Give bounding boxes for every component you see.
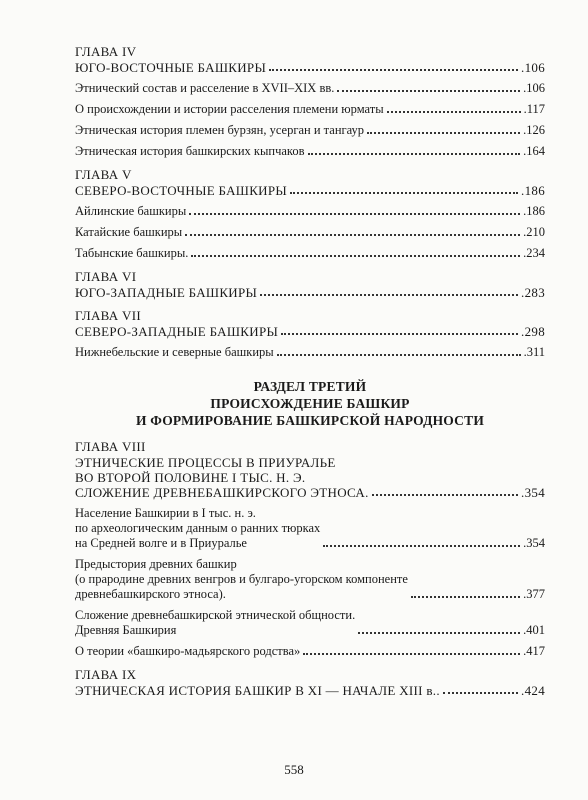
chapter-title-entry xyxy=(75,285,545,300)
chapter-label: ГЛАВА VIII xyxy=(75,439,146,454)
toc-entry-page: .401 xyxy=(523,623,545,637)
toc-entry xyxy=(75,225,545,240)
toc-entry xyxy=(75,102,545,117)
dot-leader xyxy=(387,111,521,113)
toc-entry-page: .210 xyxy=(523,225,545,239)
toc-entry-page: .164 xyxy=(523,144,545,158)
chapter-title-entry xyxy=(75,183,545,198)
chapter-title-entry-title: ЭТНИЧЕСКАЯ ИСТОРИЯ БАШКИР В XI — НАЧАЛЕ XIII в.. xyxy=(75,683,440,698)
chapter-title-entry-page: .354 xyxy=(521,485,545,500)
toc-entry-title: Этническая история башкирских кыпчаков xyxy=(75,144,305,158)
chapter-title-entry-page: .283 xyxy=(521,285,545,300)
toc-entry-page: .311 xyxy=(523,345,545,359)
dot-leader xyxy=(372,494,518,496)
chapter-title-entry-page: .424 xyxy=(521,683,545,698)
toc-entry-title: Этнический состав и расселение в XVII–XIX вв. xyxy=(75,81,335,95)
dot-leader xyxy=(411,596,520,598)
dot-leader xyxy=(277,354,521,356)
toc-entry-page: .117 xyxy=(523,102,545,116)
toc-entry-title: Этническая история племен бурзян, усерган и тангаур xyxy=(75,123,365,137)
chapter-label: ГЛАВА V xyxy=(75,167,132,182)
dot-leader xyxy=(260,294,518,296)
chapter-label: ГЛАВА VII xyxy=(75,308,141,323)
dot-leader xyxy=(290,192,518,194)
toc-entry-title: Сложение древнебашкирской этнической общности. Древняя Башкирия xyxy=(75,608,356,637)
chapter-block xyxy=(75,269,545,300)
dot-leader xyxy=(191,255,520,257)
toc-entry-page: .126 xyxy=(523,123,545,137)
toc-entry xyxy=(75,81,545,96)
toc-entry-title: О теории «башкиро-мадьярского родства» xyxy=(75,644,301,658)
chapter-title-entry xyxy=(75,324,545,339)
chapter-block xyxy=(75,167,545,261)
toc-entry-page: .186 xyxy=(523,204,545,218)
toc-entry-title: Айлинские башкиры xyxy=(75,204,187,218)
toc-entry-title: Табынские башкиры. xyxy=(75,246,189,260)
toc-entry xyxy=(75,345,545,360)
toc-entry xyxy=(75,608,545,638)
dot-leader xyxy=(281,333,518,335)
dot-leader xyxy=(367,132,520,134)
section-heading: РАЗДЕЛ ТРЕТИЙ ПРОИСХОЖДЕНИЕ БАШКИР И ФОРМИРОВАНИЕ БАШКИРСКОЙ НАРОДНОСТИ xyxy=(135,379,485,428)
chapter-title-entry-title: ЭТНИЧЕСКИЕ ПРОЦЕССЫ В ПРИУРАЛЬЕ ВО ВТОРОЙ ПОЛОВИНЕ I ТЫС. Н. Э. СЛОЖЕНИЕ ДРЕВНЕБАШКИРСКОГО ЭТНОСА. xyxy=(75,455,369,500)
toc-entry-title: Предыстория древних башкир (о прародине древних венгров и булгаро-угорском компоненте древнебашкирского этноса). xyxy=(75,557,408,601)
toc-group-part-two xyxy=(75,44,545,360)
toc-entry-title: Катайские башкиры xyxy=(75,225,183,239)
toc-entry-page: .106 xyxy=(523,81,545,95)
dot-leader xyxy=(189,213,520,215)
dot-leader xyxy=(269,69,518,71)
chapter-label: ГЛАВА VI xyxy=(75,269,137,284)
chapter-block xyxy=(75,308,545,360)
dot-leader xyxy=(303,653,520,655)
chapter-label: ГЛАВА IX xyxy=(75,667,137,682)
chapter-title-entry-page: .106 xyxy=(521,60,545,75)
chapter-title-entry-page: .298 xyxy=(521,324,545,339)
toc-entry-page: .417 xyxy=(523,644,545,658)
toc-entry xyxy=(75,123,545,138)
chapter-title-entry-title: СЕВЕРО-ЗАПАДНЫЕ БАШКИРЫ xyxy=(75,324,279,339)
toc-entry-title: Население Башкирии в I тыс. н. э. по археологическим данным о ранних тюрках на Средней волге и в Приуралье xyxy=(75,506,321,550)
toc-entry xyxy=(75,506,545,551)
dot-leader xyxy=(185,234,520,236)
toc-entry-page: .234 xyxy=(523,246,545,260)
chapter-title-entry-title: СЕВЕРО-ВОСТОЧНЫЕ БАШКИРЫ xyxy=(75,183,288,198)
dot-leader xyxy=(308,153,521,155)
toc-entry xyxy=(75,144,545,159)
chapter-title-entry xyxy=(75,60,545,75)
toc-entry xyxy=(75,246,545,261)
toc-entry-page: .377 xyxy=(523,587,545,601)
dot-leader xyxy=(443,692,518,694)
toc-entry xyxy=(75,557,545,602)
chapter-block xyxy=(75,439,545,659)
dot-leader xyxy=(323,545,520,547)
toc-entry-page: .354 xyxy=(523,536,545,550)
dot-leader xyxy=(358,632,520,634)
toc-group-part-three xyxy=(75,439,545,698)
chapter-block xyxy=(75,44,545,159)
chapter-title-entry-title: ЮГО-ЗАПАДНЫЕ БАШКИРЫ xyxy=(75,285,258,300)
chapter-title-entry xyxy=(75,683,545,698)
chapter-title-entry-page: .186 xyxy=(521,183,545,198)
chapter-label: ГЛАВА IV xyxy=(75,44,137,59)
table-of-contents xyxy=(75,44,545,704)
toc-entry xyxy=(75,204,545,219)
dot-leader xyxy=(337,90,520,92)
toc-entry-title: Нижнебельские и северные башкиры xyxy=(75,345,274,359)
toc-entry-title: О происхождении и истории расселения племени юрматы xyxy=(75,102,384,116)
chapter-title-entry-title: ЮГО-ВОСТОЧНЫЕ БАШКИРЫ xyxy=(75,60,267,75)
chapter-title-entry xyxy=(75,455,545,500)
chapter-block xyxy=(75,667,545,698)
toc-entry xyxy=(75,644,545,659)
page-number: 558 xyxy=(284,762,304,777)
